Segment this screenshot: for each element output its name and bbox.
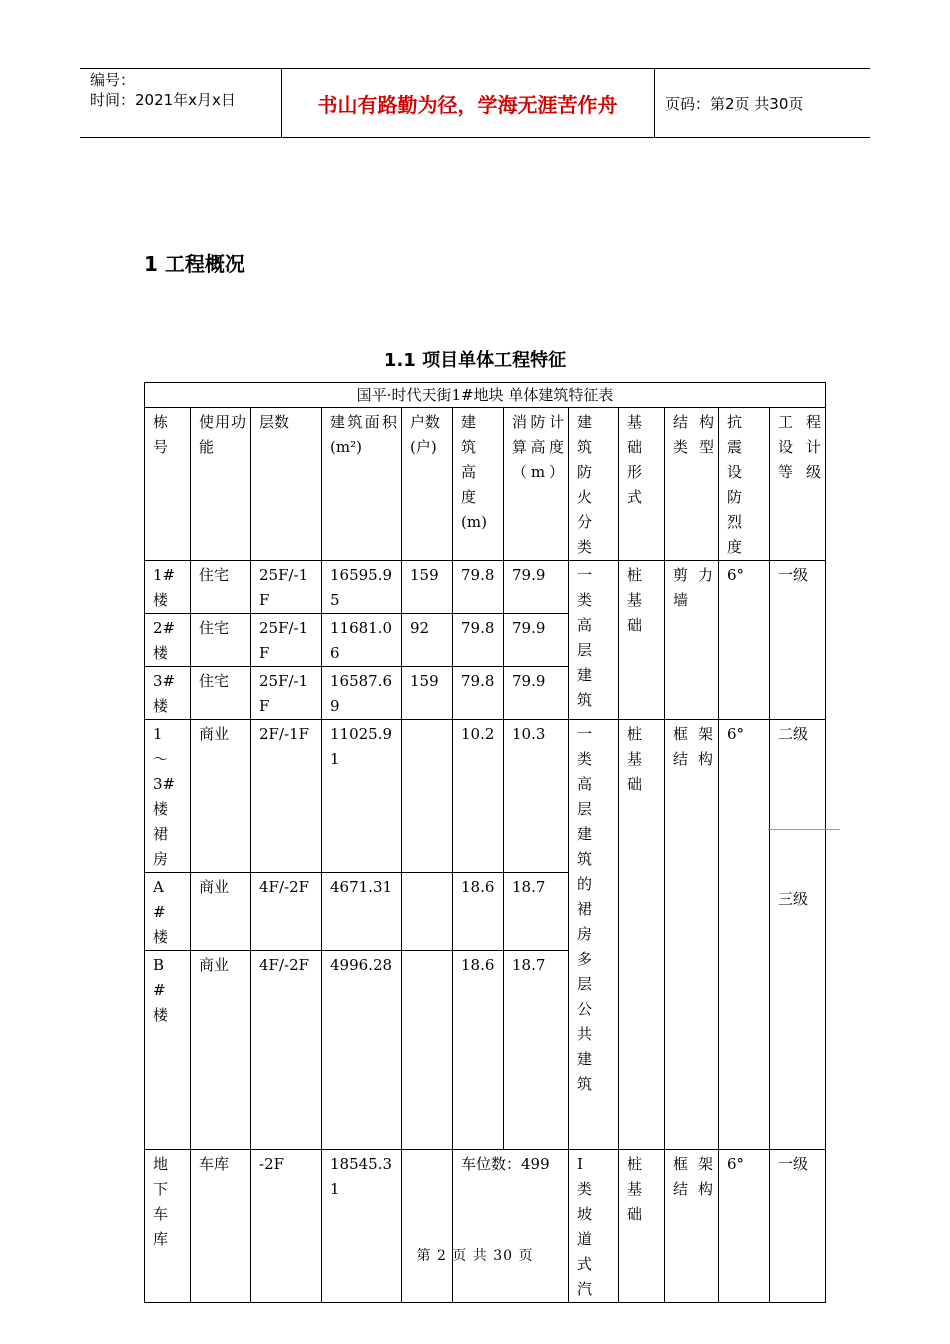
cell-name: 3#楼 (145, 667, 191, 720)
header-units: 户数(户) (402, 408, 453, 561)
subsection-title: 1.1 项目单体工程特征 (383, 350, 567, 371)
cell-seismic: 6° (719, 720, 770, 1150)
cell-name: 地下车库 (145, 1150, 191, 1303)
section-title: 1 工程概况 (144, 252, 245, 276)
cell-use: 住宅 (191, 614, 251, 667)
cell-fire-height: 18.7 (504, 873, 569, 951)
cell-name: A#楼 (145, 873, 191, 951)
cell-floors: 4F/-2F (251, 873, 322, 951)
cell-height: 79.8 (453, 561, 504, 614)
cell-grade: 一级 (770, 1150, 826, 1303)
cell-fire-height: 79.9 (504, 667, 569, 720)
table-row (145, 720, 826, 873)
cell-use: 住宅 (191, 667, 251, 720)
cell-floors: 25F/-1F (251, 614, 322, 667)
header-structure: 结构类型 (665, 408, 719, 561)
cell-fire-height: 79.9 (504, 561, 569, 614)
cell-name: 1#楼 (145, 561, 191, 614)
grade-divider (768, 829, 840, 830)
cell-foundation: 桩基础 (619, 561, 665, 720)
cell-grade: 一级 (770, 561, 826, 720)
cell-height: 18.6 (453, 951, 504, 1150)
cell-fire-class: 一类高层建筑 (569, 561, 619, 720)
cell-parking: 车位数：499 (453, 1150, 569, 1303)
table-row (145, 561, 826, 614)
cell-units: 92 (402, 614, 453, 667)
cell-height: 79.8 (453, 667, 504, 720)
cell-use: 商业 (191, 873, 251, 951)
cell-fire-height: 79.9 (504, 614, 569, 667)
cell-fire-class: I 类坡道式汽 (569, 1150, 619, 1303)
header-fire-class: 建筑防火分类 (569, 408, 619, 561)
header-building-no: 栋号 (145, 408, 191, 561)
cell-height: 10.2 (453, 720, 504, 873)
cell-floors: 25F/-1F (251, 561, 322, 614)
header-motto: 书山有路勤为径，学海无涯苦作舟 (281, 69, 655, 137)
page-header (80, 68, 870, 138)
cell-area: 16587.69 (322, 667, 402, 720)
cell-structure: 框架结构 (665, 720, 719, 1150)
cell-area: 11681.06 (322, 614, 402, 667)
table-row (145, 1150, 826, 1303)
cell-area: 4671.31 (322, 873, 402, 951)
cell-floors: 2F/-1F (251, 720, 322, 873)
cell-units (402, 1150, 453, 1303)
header-area: 建筑面积(m²) (322, 408, 402, 561)
page-footer: 第 2 页 共 30 页 (416, 1248, 534, 1264)
cell-seismic: 6° (719, 561, 770, 720)
number-label: 编号： (90, 71, 136, 89)
header-height: 建筑高度(m) (453, 408, 504, 561)
cell-fire-height: 10.3 (504, 720, 569, 873)
cell-height: 79.8 (453, 614, 504, 667)
header-page-code: 页码：第2页 共30页 (665, 94, 804, 113)
header-use: 使用功能 (191, 408, 251, 561)
cell-name: 2#楼 (145, 614, 191, 667)
cell-fire-height: 18.7 (504, 951, 569, 1150)
table-caption: 国平·时代天街1#地块 单体建筑特征表 (145, 383, 826, 408)
cell-units: 159 (402, 667, 453, 720)
cell-floors: 4F/-2F (251, 951, 322, 1150)
time-label: 时间：2021年x月x日 (90, 91, 236, 109)
cell-area: 16595.95 (322, 561, 402, 614)
cell-foundation: 桩基础 (619, 1150, 665, 1303)
cell-grade: 二级 (770, 720, 826, 873)
header-fire-height: 消防计算高度（m） (504, 408, 569, 561)
cell-use: 商业 (191, 951, 251, 1150)
cell-height: 18.6 (453, 873, 504, 951)
cell-area: 11025.91 (322, 720, 402, 873)
header-seismic: 抗震设防烈度 (719, 408, 770, 561)
building-feature-table (144, 382, 826, 1303)
header-meta (80, 69, 282, 137)
cell-units (402, 951, 453, 1150)
cell-foundation: 桩基础 (619, 720, 665, 1150)
cell-floors: -2F (251, 1150, 322, 1303)
cell-units (402, 720, 453, 873)
cell-area: 4996.28 (322, 951, 402, 1150)
cell-structure: 剪力墙 (665, 561, 719, 720)
header-foundation: 基础形式 (619, 408, 665, 561)
cell-use: 住宅 (191, 561, 251, 614)
cell-floors: 25F/-1F (251, 667, 322, 720)
cell-units (402, 873, 453, 951)
header-grade: 工程设计等级 (770, 408, 826, 561)
cell-units: 159 (402, 561, 453, 614)
header-floors: 层数 (251, 408, 322, 561)
cell-name: B#楼 (145, 951, 191, 1150)
cell-grade: 三级 (770, 873, 826, 1150)
cell-fire-class: 一类高层建筑的裙房多层公共建筑 (569, 720, 619, 1150)
cell-name: 1～3#楼裙房 (145, 720, 191, 873)
cell-structure: 框架结构 (665, 1150, 719, 1303)
cell-area: 18545.31 (322, 1150, 402, 1303)
cell-use: 车库 (191, 1150, 251, 1303)
cell-seismic: 6° (719, 1150, 770, 1303)
cell-use: 商业 (191, 720, 251, 873)
